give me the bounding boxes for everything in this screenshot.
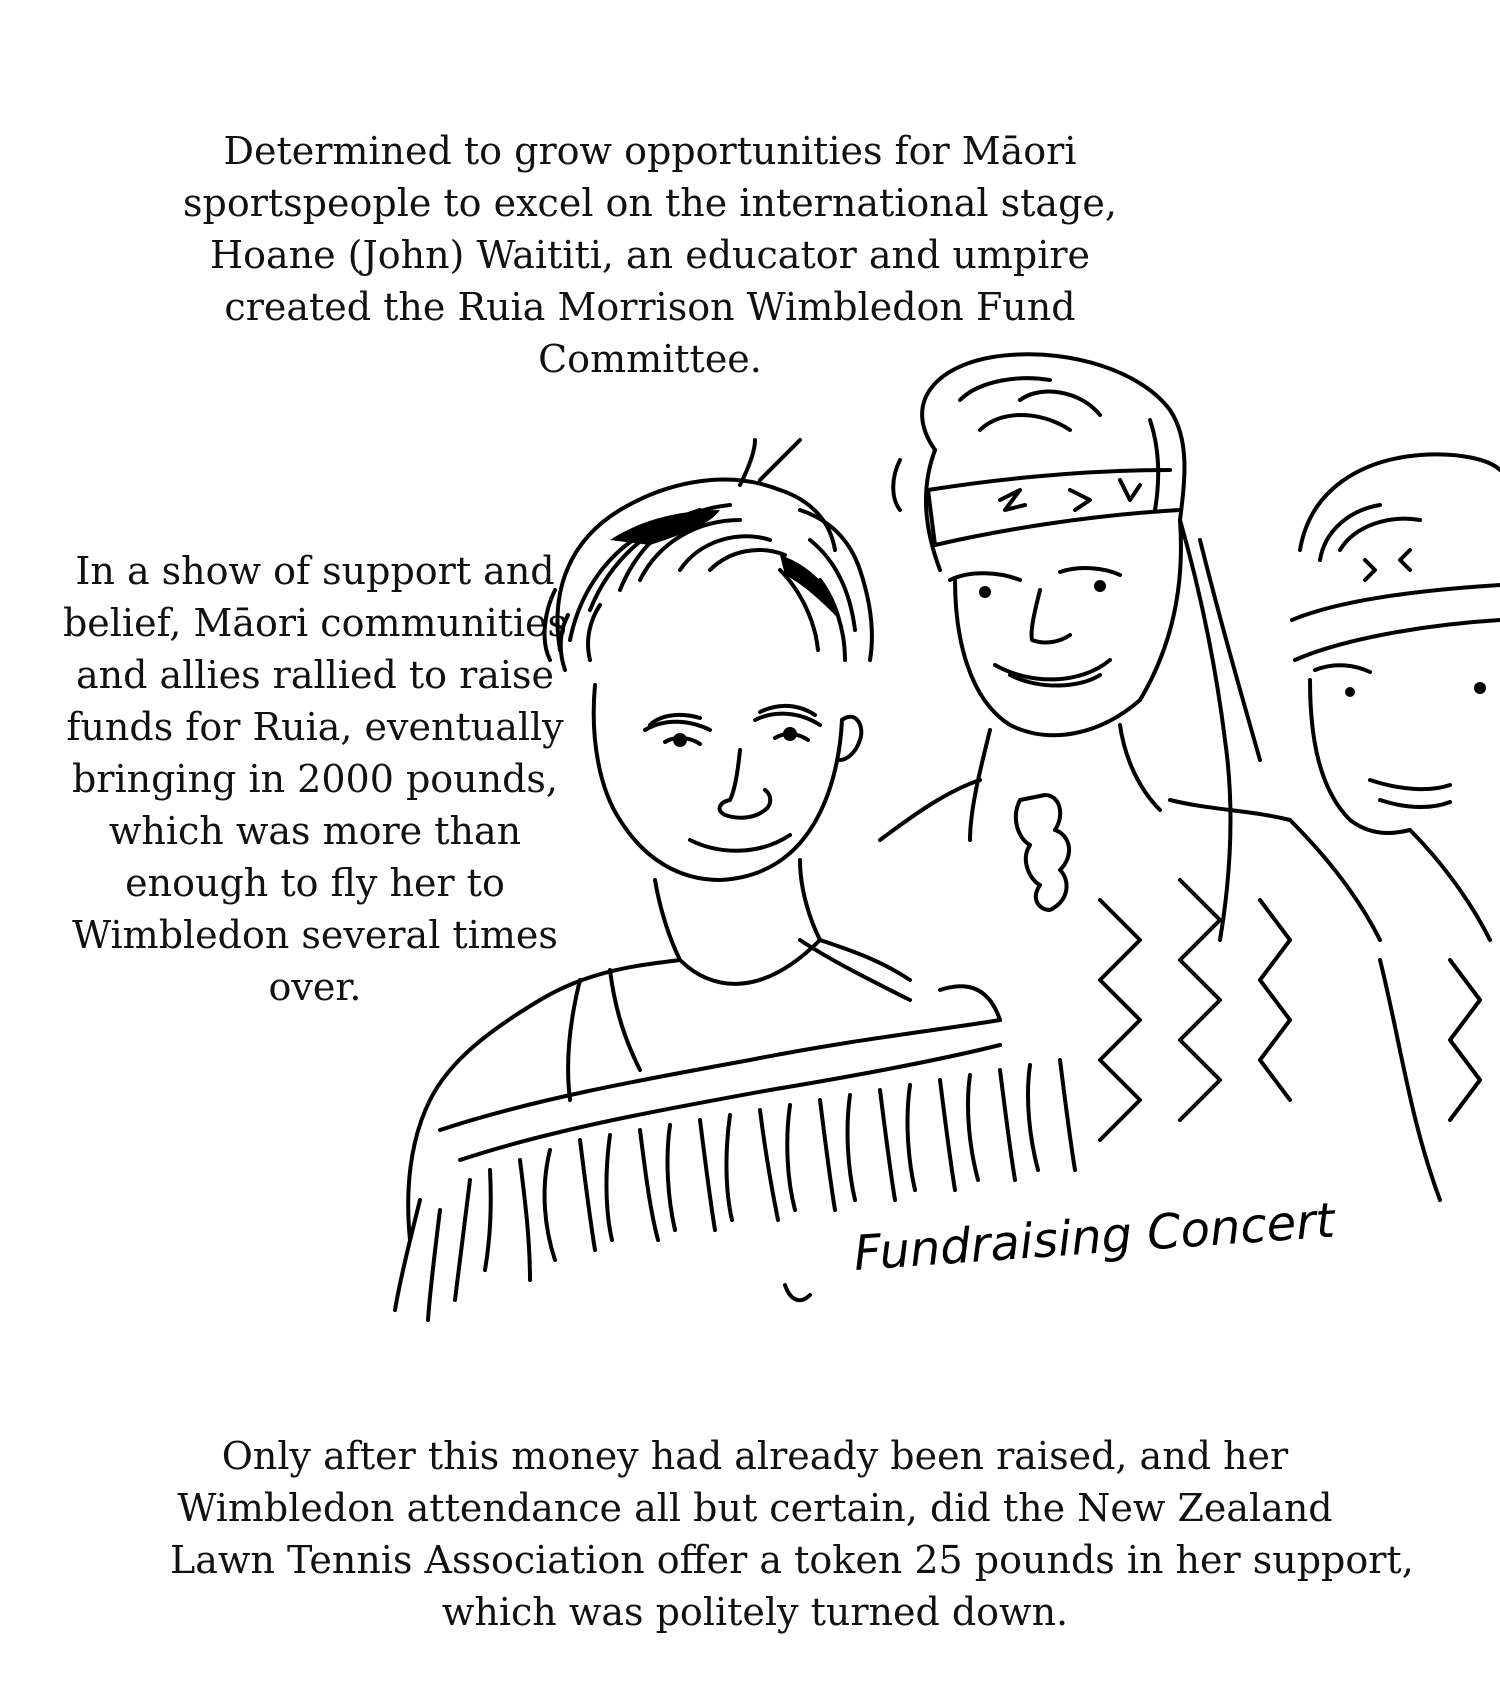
closing-paragraph bbox=[170, 1430, 1414, 1638]
closing-line: which was politely turned down. bbox=[441, 1590, 1069, 1634]
closing-line: Only after this money had already been raised, and her bbox=[221, 1434, 1289, 1478]
intro-line: Committee. bbox=[538, 337, 762, 381]
support-line: and allies rallied to raise bbox=[75, 653, 555, 697]
support-line: funds for Ruia, eventually bbox=[66, 705, 564, 749]
support-line: which was more than bbox=[108, 809, 522, 853]
right-figure bbox=[1292, 454, 1500, 1200]
support-line: Wimbledon several times bbox=[72, 913, 558, 957]
support-line: bringing in 2000 pounds, bbox=[71, 757, 559, 801]
support-line: over. bbox=[268, 965, 362, 1009]
illustration-caption: Fundraising Concert bbox=[851, 1192, 1337, 1282]
intro-line: Hoane (John) Waititi, an educator and umpire bbox=[209, 233, 1091, 277]
support-line: In a show of support and bbox=[75, 549, 555, 593]
closing-line: Wimbledon attendance all but certain, did the New Zealand bbox=[177, 1486, 1333, 1530]
fundraising-concert-illustration bbox=[380, 340, 1500, 1410]
support-line: enough to fly her to bbox=[125, 861, 505, 905]
back-figure bbox=[880, 354, 1380, 1140]
support-line: belief, Māori communities bbox=[62, 601, 568, 645]
intro-line: created the Ruia Morrison Wimbledon Fund bbox=[224, 285, 1076, 329]
closing-line: Lawn Tennis Association offer a token 25 pounds in her support, bbox=[170, 1538, 1414, 1582]
intro-line: Determined to grow opportunities for Māori bbox=[223, 129, 1077, 173]
intro-line: sportspeople to excel on the international stage, bbox=[183, 181, 1117, 225]
line-drawing bbox=[380, 340, 1500, 1410]
